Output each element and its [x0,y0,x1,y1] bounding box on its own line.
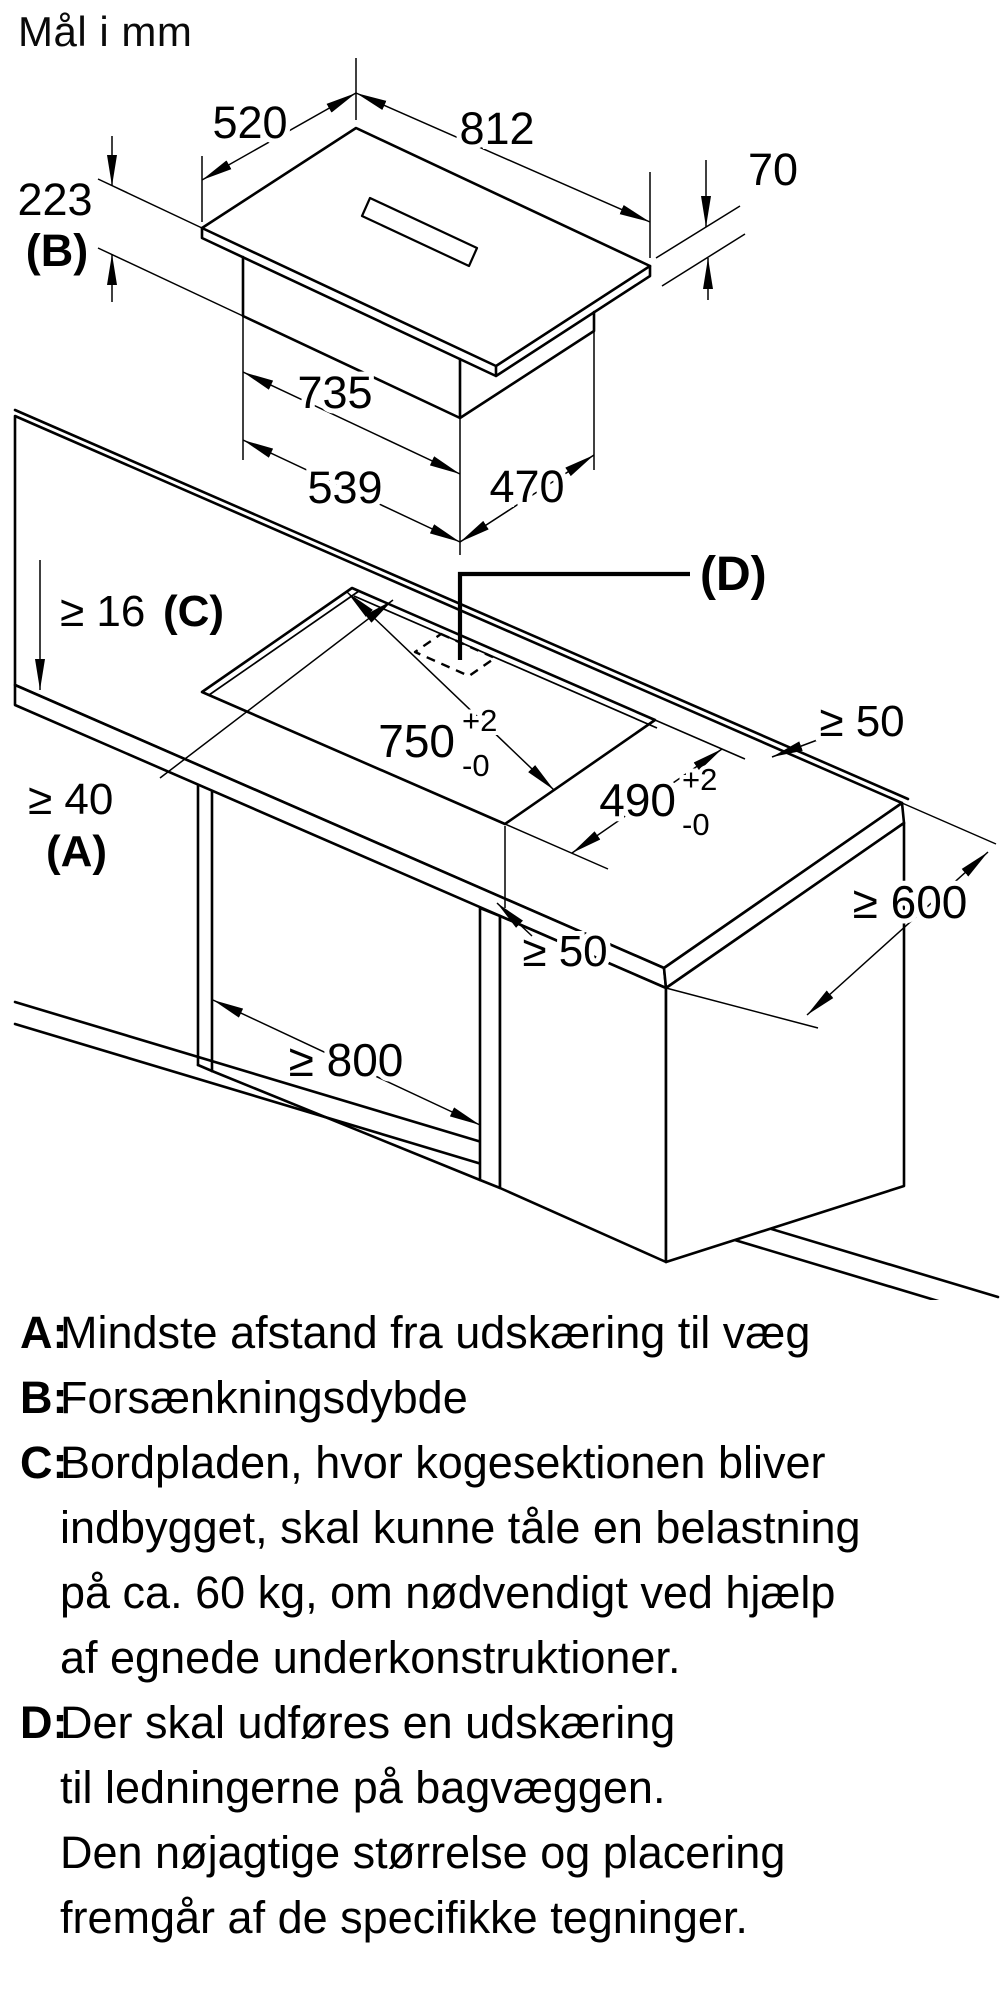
legend-row-d3 [0,1820,1000,1885]
dim-label-539: 539 [307,462,383,513]
legend [0,1300,1000,1950]
dim-label-70: 70 [747,144,799,195]
dim-label-470: 470 [489,461,565,512]
tol-label-490-upper: +2 [682,762,718,797]
legend-row-c [0,1430,1000,1495]
hob-top-view [202,128,650,418]
dim-label-735: 735 [297,367,373,418]
legend-text: Forsænkningsdybde [60,1372,468,1423]
ext-line [902,803,996,844]
dim-label-812: 812 [459,103,535,154]
ref-label-C: (C) [163,587,225,636]
legend-row-d2 [0,1755,1000,1820]
legend-text: fremgår af de specifikke tegninger. [60,1892,748,1943]
legend-letter-d: D: [20,1697,68,1748]
legend-letter-c: C: [20,1437,68,1488]
ext-line [662,234,745,286]
legend-row-c3 [0,1560,1000,1625]
divider-panel [480,908,500,1188]
legend-text: til ledningerne på bagvæggen. [60,1762,666,1813]
dim-label-wall-clearance: ≥ 40 [28,775,114,824]
legend-text: Bordpladen, hvor kogesektionen bliver [60,1437,826,1488]
cabinet-floor-front-edge [212,1071,480,1180]
dim-label-right-clearance: ≥ 50 [819,697,905,746]
tol-label-490-lower: -0 [682,807,710,842]
dim-label-223: 223 [17,174,93,225]
page-title: Mål i mm [18,8,193,55]
legend-text: indbygget, skal kunne tåle en belastning [60,1502,861,1553]
left-panel-bottom-edge [198,1065,212,1071]
ref-label-D: (D) [700,548,767,601]
legend-row-d4 [0,1885,1000,1950]
legend-letter-a: A: [20,1307,68,1358]
legend-row-b [0,1365,1000,1430]
dim-label-750: 750 [378,715,455,767]
installation-scene [15,410,998,1300]
dim-label-cabinet-clearance: ≥ 50 [522,927,608,976]
legend-text: på ca. 60 kg, om nødvendigt ved hjælp [60,1567,836,1618]
legend-text: Den nøjagtige størrelse og placering [60,1827,786,1878]
dim-label-worktop-thickness: ≥ 16 [60,587,146,636]
legend-text: af egnede underkonstruktioner. [60,1632,681,1683]
dim-label-cabinet-opening: ≥ 800 [288,1034,404,1086]
legend-row-c2 [0,1495,1000,1560]
legend-row-c4 [0,1625,1000,1690]
dim-label-worktop-depth: ≥ 600 [852,876,968,928]
legend-text: Mindste afstand fra udskæring til væg [60,1307,811,1358]
tol-label-750-lower: -0 [462,748,490,783]
ref-label-A: (A) [46,827,108,876]
ext-line [98,179,202,228]
ref-label-B: (B) [25,225,89,276]
ext-line [98,248,243,316]
legend-row-a [0,1300,1000,1365]
legend-row-d [0,1690,1000,1755]
dim-label-490: 490 [599,774,676,826]
dim-label-520: 520 [212,97,288,148]
ext-line [656,206,740,258]
legend-text: Der skal udføres en udskæring [60,1697,676,1748]
legend-letter-b: B: [20,1372,68,1423]
tol-label-750-upper: +2 [462,703,498,738]
